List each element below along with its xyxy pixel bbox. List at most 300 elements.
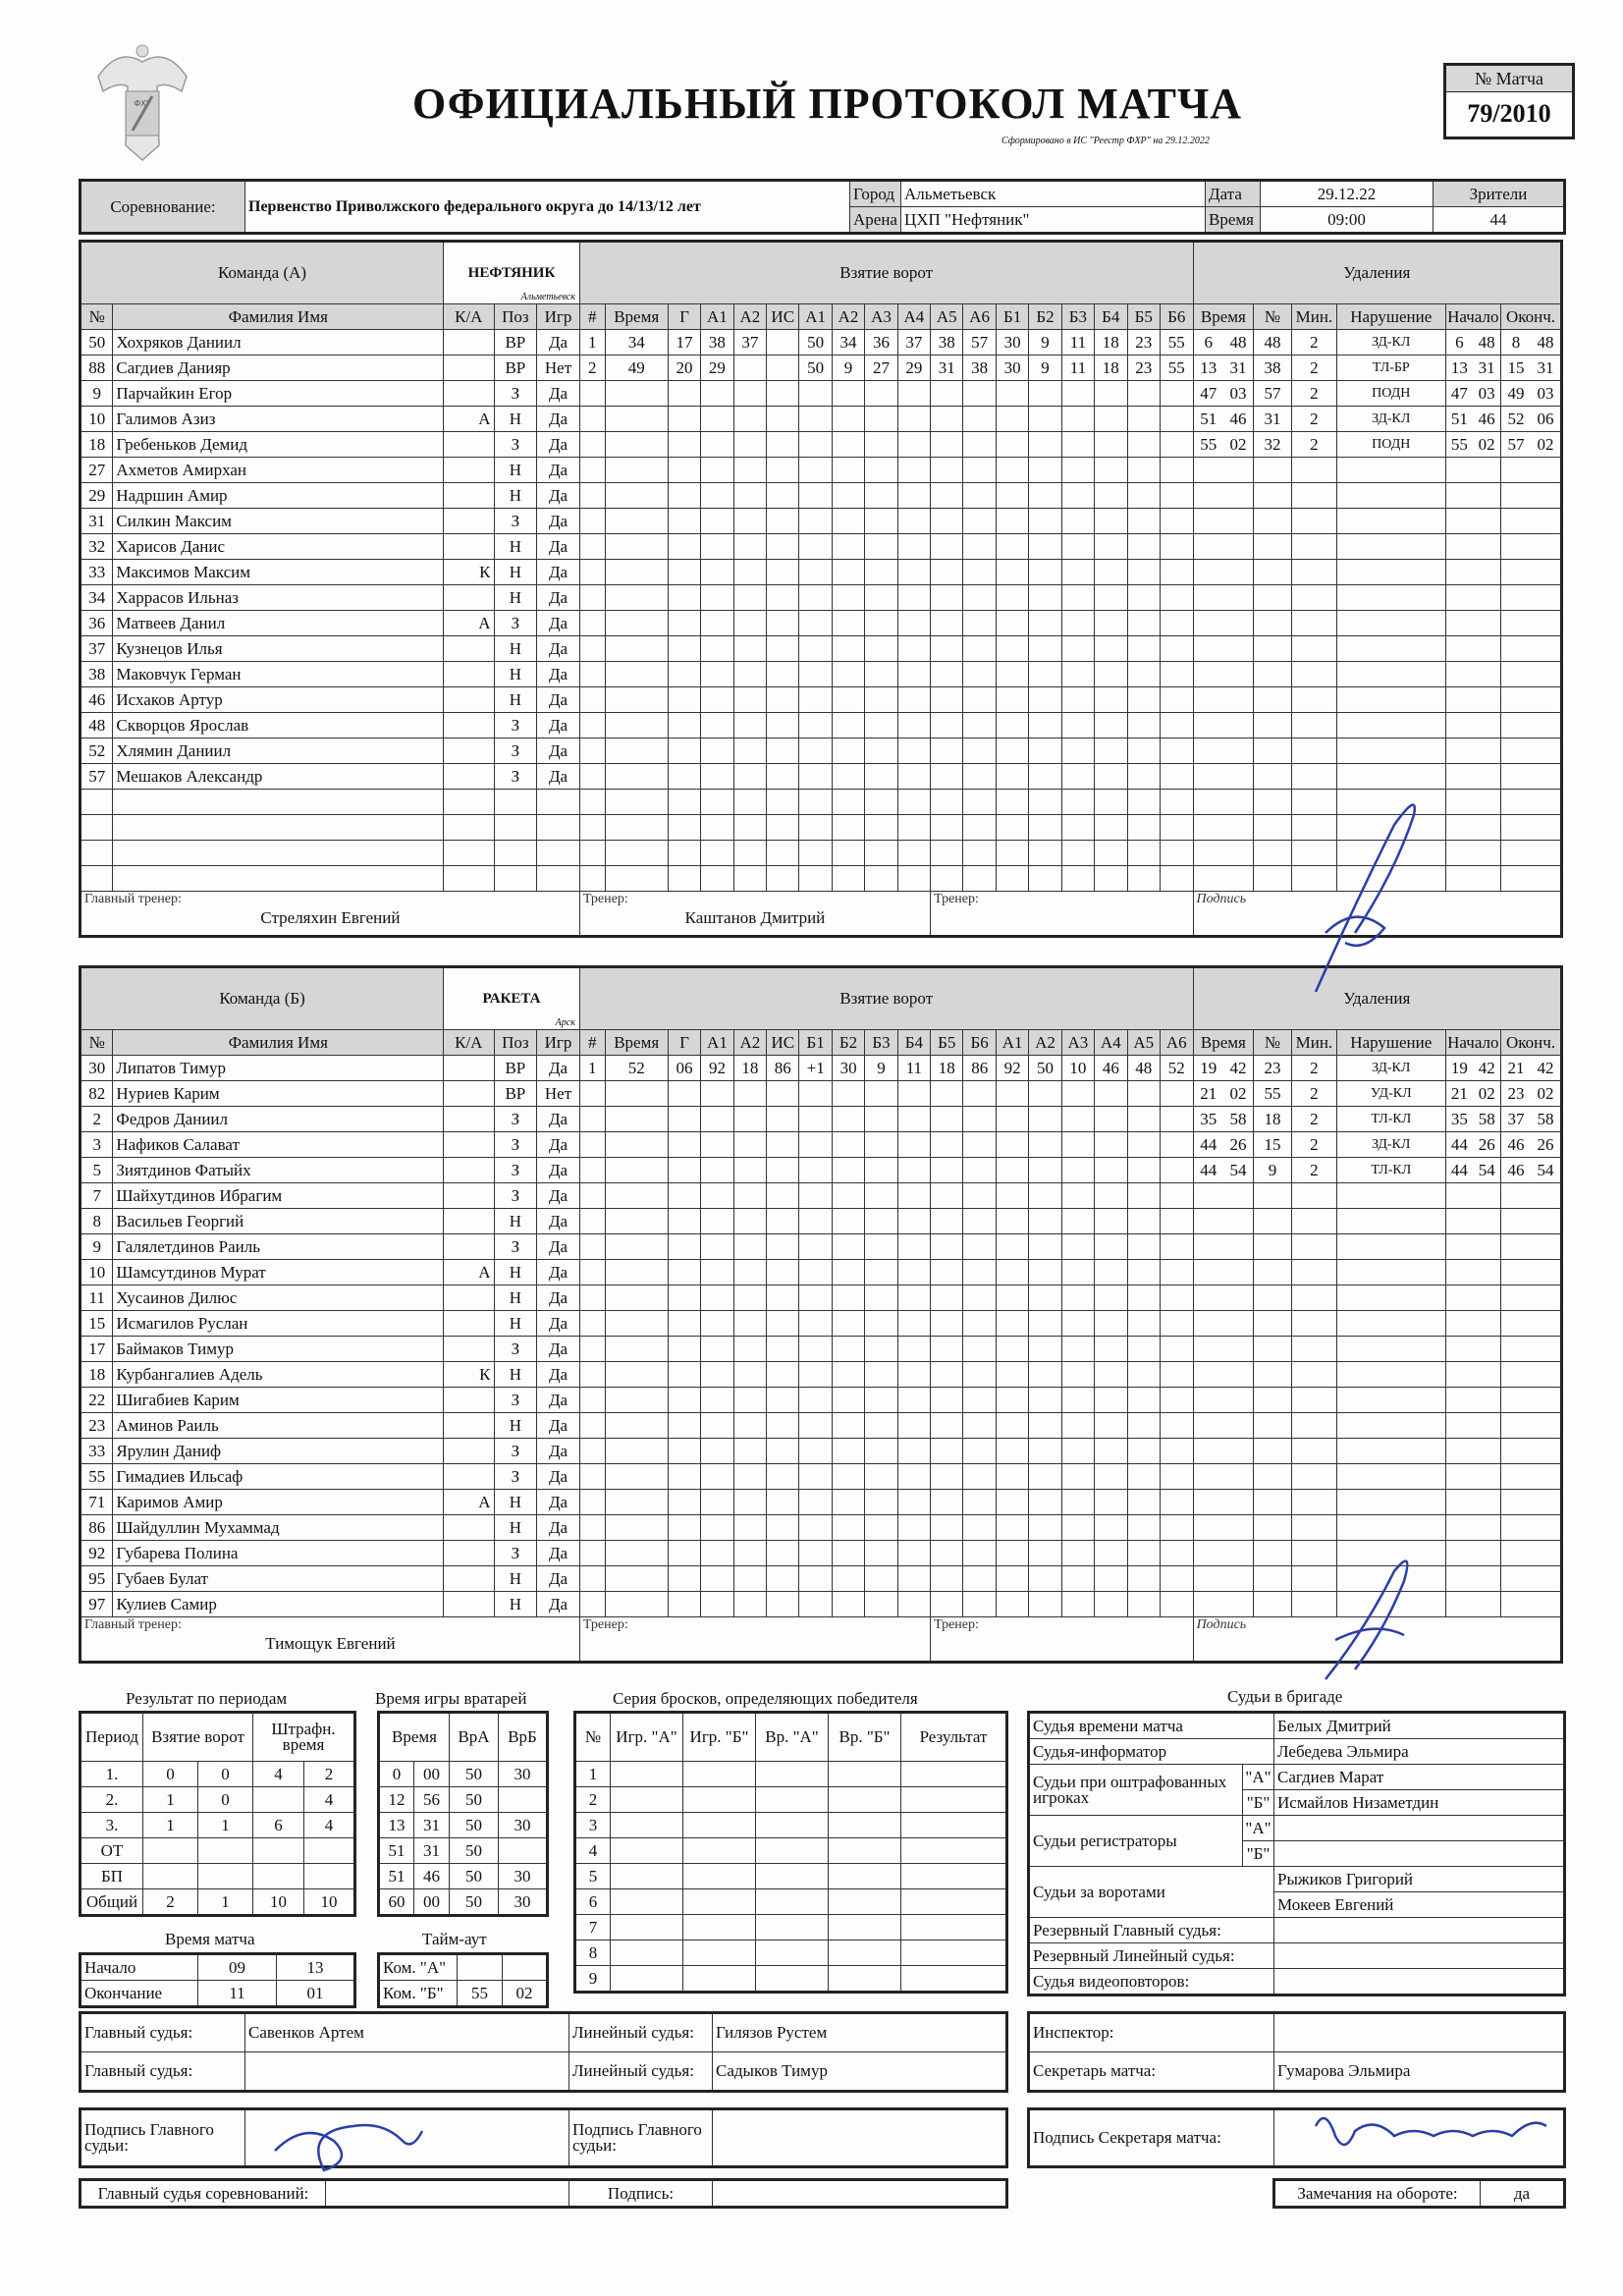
col-header: Г (668, 304, 700, 330)
penalty-cell (1445, 662, 1501, 687)
penalty-cell (1501, 1209, 1562, 1234)
col-header: Оконч. (1501, 1030, 1562, 1056)
goal-cell (897, 841, 930, 866)
penalty-value: 51 (1200, 409, 1217, 428)
player-name: Исмагилов Руслан (113, 1311, 444, 1337)
goal-cell (733, 1260, 766, 1285)
penalty-cell (1337, 1311, 1446, 1337)
penalty-cell (1445, 790, 1501, 815)
goal-cell (605, 1107, 668, 1132)
goalie-cell: 50 (450, 1813, 499, 1838)
arena-label: Арена (850, 207, 901, 234)
goal-cell (931, 1260, 963, 1285)
shootout-cell (611, 1889, 683, 1915)
goal-cell (1160, 1388, 1193, 1413)
penalty-value: ТЛ-КЛ (1371, 1162, 1412, 1177)
goal-cell (767, 1260, 799, 1285)
goal-cell (897, 1183, 930, 1209)
penalty-cell (1445, 560, 1501, 585)
player-name: Курбангалиев Адель (113, 1362, 444, 1388)
penalty-cell (1337, 1209, 1446, 1234)
goal-cell (832, 381, 864, 407)
goal-cell (668, 1490, 700, 1515)
goal-cell (1095, 1260, 1127, 1285)
goal-cell (963, 1260, 996, 1285)
main-ref-label: Главный судья: (81, 2013, 245, 2052)
coach2-label: Тренер: (934, 1617, 979, 1632)
match-info-table (79, 179, 1566, 235)
generated-note: Сформировано в ИС "Реестр ФХР" на 29.12.2022 (1001, 136, 1210, 146)
line-ref2-value: Садыков Тимур (713, 2052, 1007, 2092)
goal-cell (1029, 407, 1061, 432)
goalie-cell: 12 (379, 1787, 414, 1813)
player-captain (444, 1107, 494, 1132)
player-position: З (494, 432, 537, 458)
goal-cell (1095, 713, 1127, 738)
goal-cell (1061, 432, 1094, 458)
penalty-cell (1501, 458, 1562, 483)
player-row (81, 1234, 1562, 1260)
goal-cell (963, 1285, 996, 1311)
goal-cell (733, 1413, 766, 1439)
goal-cell (897, 458, 930, 483)
goal-cell (931, 1388, 963, 1413)
player-name: Каримов Амир (113, 1490, 444, 1515)
penalty-cell (1337, 1388, 1446, 1413)
penalty-cell (1337, 1260, 1446, 1285)
goal-cell: 37 (897, 330, 930, 355)
goal-cell (1160, 764, 1193, 790)
player-number: 9 (81, 381, 113, 407)
col-header: № (1254, 304, 1292, 330)
player-captain (444, 1388, 494, 1413)
goal-cell (832, 1541, 864, 1566)
player-name: Парчайкин Егор (113, 381, 444, 407)
goal-cell (897, 407, 930, 432)
goal-cell (1061, 483, 1094, 509)
player-captain (444, 1285, 494, 1311)
goal-cell (1061, 636, 1094, 662)
goalie-cell: 50 (450, 1864, 499, 1889)
shootout-cell (683, 1915, 756, 1941)
player-name: Скворцов Ярослав (113, 713, 444, 738)
goal-cell (579, 458, 605, 483)
player-name (113, 866, 444, 892)
goal-cell (579, 687, 605, 713)
penalty-cell (1254, 1056, 1292, 1081)
goal-cell (897, 738, 930, 764)
periods-title: Результат по периодам (126, 1689, 288, 1708)
penalty-cell (1337, 1107, 1446, 1132)
penalty-value: 57 (1507, 434, 1525, 454)
penalty-cell (1291, 1388, 1336, 1413)
col-header: ИС (767, 1030, 799, 1056)
goal-cell (767, 1566, 799, 1592)
player-played: Да (537, 687, 580, 713)
penalty-cell (1501, 585, 1562, 611)
penalty-cell (1254, 1337, 1292, 1362)
goal-cell (897, 1592, 930, 1617)
goal-cell (767, 841, 799, 866)
official-row (1029, 1816, 1565, 1841)
goal-cell (832, 866, 864, 892)
goal-cell (1095, 1132, 1127, 1158)
goal-cell (1095, 1464, 1127, 1490)
goal-cell (832, 1566, 864, 1592)
goal-cell (865, 1490, 897, 1515)
player-captain: К (444, 1362, 494, 1388)
goal-cell (931, 407, 963, 432)
player-name: Кузнецов Илья (113, 636, 444, 662)
goal-cell (799, 1311, 832, 1337)
goal-cell (897, 1464, 930, 1490)
penalty-value: 46 (1507, 1134, 1525, 1154)
team-label: Команда (Б) (81, 967, 444, 1030)
goal-cell (579, 841, 605, 866)
goal-cell (701, 509, 733, 534)
goal-cell (799, 636, 832, 662)
goal-cell (1095, 483, 1127, 509)
goal-cell (1160, 1311, 1193, 1337)
player-number: 27 (81, 458, 113, 483)
player-row (81, 355, 1562, 381)
penalty-cell (1501, 713, 1562, 738)
goal-cell (1127, 560, 1160, 585)
penalty-value: 2 (1310, 409, 1319, 428)
goal-cell (579, 1362, 605, 1388)
goal-cell (897, 534, 930, 560)
coach-label: Тренер: (582, 1617, 628, 1632)
penalty-value: 23 (1264, 1058, 1281, 1077)
player-position: Н (494, 1260, 537, 1285)
goal-cell (1160, 1132, 1193, 1158)
shootout-cell (683, 1889, 756, 1915)
player-captain (444, 713, 494, 738)
goal-cell (668, 458, 700, 483)
official-label: Судьи за воротами (1029, 1867, 1274, 1918)
col-header: А6 (1160, 1030, 1193, 1056)
player-played: Да (537, 1464, 580, 1490)
goal-cell (605, 1592, 668, 1617)
goal-cell: 11 (897, 1056, 930, 1081)
player-captain (444, 1234, 494, 1260)
goal-cell (668, 534, 700, 560)
goal-cell (579, 585, 605, 611)
player-row (81, 1388, 1562, 1413)
goalie-cell: 46 (414, 1864, 450, 1889)
goal-cell (767, 764, 799, 790)
goal-cell (1095, 1439, 1127, 1464)
goal-cell (1061, 1413, 1094, 1439)
penalty-cell (1501, 611, 1562, 636)
penalty-cell (1445, 1285, 1501, 1311)
official-team: "А" (1243, 1765, 1274, 1790)
player-number: 71 (81, 1490, 113, 1515)
goal-cell (1127, 1209, 1160, 1234)
player-played: Да (537, 534, 580, 560)
goal-cell (832, 1209, 864, 1234)
penalty-cell (1501, 1413, 1562, 1439)
goal-cell (1061, 458, 1094, 483)
player-captain (444, 1464, 494, 1490)
col-header: А4 (1095, 1030, 1127, 1056)
goal-cell (865, 534, 897, 560)
official-row (1029, 1943, 1565, 1969)
penalty-value: 15 (1507, 357, 1525, 377)
goal-cell (605, 611, 668, 636)
shootout-cell (611, 1787, 683, 1813)
goal-cell (1029, 1158, 1061, 1183)
goal-cell: 50 (799, 330, 832, 355)
goalie-cell: 50 (450, 1762, 499, 1787)
period-row (81, 1813, 355, 1838)
spectators-value: 44 (1434, 207, 1565, 234)
goal-cell (701, 534, 733, 560)
goal-cell (1160, 1439, 1193, 1464)
player-number (81, 866, 113, 892)
goal-cell (1160, 841, 1193, 866)
goal-cell (1160, 1183, 1193, 1209)
goal-cell (701, 611, 733, 636)
goal-cell: 9 (1029, 355, 1061, 381)
player-name: Исхаков Артур (113, 687, 444, 713)
shootout-row (575, 1966, 1007, 1993)
goal-cell (605, 815, 668, 841)
goal-cell (897, 1158, 930, 1183)
penalty-value: 44 (1450, 1134, 1468, 1154)
goal-cell (832, 815, 864, 841)
player-name: Харрасов Ильназ (113, 585, 444, 611)
goal-cell (963, 432, 996, 458)
shootout-cell (901, 1915, 1007, 1941)
goal-cell (832, 1081, 864, 1107)
player-position (494, 790, 537, 815)
player-position: З (494, 1132, 537, 1158)
goal-cell (701, 1285, 733, 1311)
col-header: Время (605, 1030, 668, 1056)
goal-cell (1160, 458, 1193, 483)
arena-value: ЦХП "Нефтяник" (901, 207, 1206, 234)
goal-cell (865, 483, 897, 509)
period-cell (304, 1864, 355, 1889)
goal-cell: 92 (996, 1056, 1028, 1081)
goal-cell (1061, 1541, 1094, 1566)
goal-cell (1029, 1388, 1061, 1413)
goal-cell (865, 1439, 897, 1464)
goal-cell (931, 1107, 963, 1132)
comp-ref-label: Главный судья соревнований: (81, 2180, 326, 2208)
goal-cell (799, 509, 832, 534)
goal-cell (605, 1337, 668, 1362)
goal-cell (931, 509, 963, 534)
shootout-num: 3 (575, 1813, 611, 1838)
player-row (81, 407, 1562, 432)
goal-cell (579, 738, 605, 764)
goal-cell (1160, 790, 1193, 815)
penalty-cell (1501, 1285, 1562, 1311)
penalty-value: 8 (1511, 332, 1521, 352)
col-header: А4 (897, 304, 930, 330)
timeout-b-sec: 02 (503, 1981, 548, 2007)
goal-cell (865, 407, 897, 432)
goal-cell (767, 432, 799, 458)
penalty-cell (1445, 1056, 1501, 1081)
penalty-cell (1254, 1081, 1292, 1107)
goal-cell (996, 1337, 1028, 1362)
player-name: Хохряков Даниил (113, 330, 444, 355)
match-time-title: Время матча (165, 1930, 255, 1948)
goal-cell (996, 1413, 1028, 1439)
goal-cell (996, 636, 1028, 662)
head-coach-label: Главный тренер: (84, 1617, 182, 1632)
period-cell: 0 (143, 1762, 198, 1787)
shootout-col-header: Игр. "Б" (683, 1713, 756, 1762)
goal-cell (1029, 1362, 1061, 1388)
penalty-cell (1445, 1566, 1501, 1592)
head-coach-label: Главный тренер: (84, 892, 182, 906)
goal-cell (767, 790, 799, 815)
goal-cell (1029, 1439, 1061, 1464)
penalty-cell (1445, 1464, 1501, 1490)
penalty-value: 46 (1478, 409, 1495, 428)
penalty-cell (1445, 483, 1501, 509)
goal-cell (897, 1388, 930, 1413)
player-row (81, 611, 1562, 636)
goalie-cell (499, 1787, 548, 1813)
goal-cell: 92 (701, 1056, 733, 1081)
official-label: Судьи при оштрафованных игроках (1029, 1765, 1243, 1816)
goal-cell (1095, 738, 1127, 764)
officials-table (1027, 1711, 1566, 1996)
player-row (81, 1311, 1562, 1337)
goal-cell (1095, 432, 1127, 458)
timeout-title: Тайм-аут (422, 1930, 487, 1948)
goal-cell (1029, 432, 1061, 458)
goal-cell (1095, 1209, 1127, 1234)
goal-cell (1127, 509, 1160, 534)
player-position: Н (494, 407, 537, 432)
goal-cell (996, 458, 1028, 483)
penalty-cell (1501, 636, 1562, 662)
player-position: Н (494, 458, 537, 483)
goal-cell (668, 560, 700, 585)
goal-cell (605, 1515, 668, 1541)
goal-cell (701, 636, 733, 662)
penalty-cell (1291, 1056, 1336, 1081)
penalty-cell (1254, 1388, 1292, 1413)
penalty-cell (1291, 560, 1336, 585)
player-name: Надршин Амир (113, 483, 444, 509)
player-row (81, 1337, 1562, 1362)
player-position: Н (494, 1209, 537, 1234)
col-header: Б5 (931, 1030, 963, 1056)
goal-cell (799, 1285, 832, 1311)
goal-cell (701, 866, 733, 892)
penalty-cell (1254, 330, 1292, 355)
goal-cell (579, 407, 605, 432)
goal-cell (996, 1260, 1028, 1285)
goal-cell (579, 1515, 605, 1541)
inspector-value (1274, 2013, 1565, 2052)
goal-cell (931, 1285, 963, 1311)
team-header-row (81, 242, 1562, 304)
player-row (81, 1056, 1562, 1081)
goal-cell (605, 1209, 668, 1234)
shootout-title: Серия бросков, определяющих победителя (613, 1689, 918, 1708)
shootout-cell (901, 1864, 1007, 1889)
goal-cell (1160, 1107, 1193, 1132)
penalty-cell (1193, 1209, 1254, 1234)
shootout-row (575, 1941, 1007, 1966)
goal-cell (1029, 1107, 1061, 1132)
goal-cell (579, 713, 605, 738)
penalty-cell (1193, 1464, 1254, 1490)
goal-cell (605, 1439, 668, 1464)
goal-cell (865, 585, 897, 611)
goal-cell (1160, 662, 1193, 687)
coach2-cell (931, 1617, 1193, 1663)
col-header: Б2 (1029, 304, 1061, 330)
goal-cell (963, 458, 996, 483)
goal-cell: 18 (1095, 355, 1127, 381)
penalty-cell (1193, 509, 1254, 534)
official-row (1029, 1867, 1565, 1892)
goal-cell (605, 687, 668, 713)
shootout-row (575, 1915, 1007, 1941)
penalty-cell (1254, 611, 1292, 636)
period-row (81, 1762, 355, 1787)
penalty-cell (1291, 483, 1336, 509)
goal-cell (897, 1132, 930, 1158)
goal-cell (865, 1183, 897, 1209)
goal-cell (799, 432, 832, 458)
goal-cell (668, 1515, 700, 1541)
shootout-num: 5 (575, 1864, 611, 1889)
head-coach-cell (81, 1617, 580, 1663)
penalty-value: 31 (1537, 357, 1554, 377)
goal-cell: 36 (865, 330, 897, 355)
goal-cell (1127, 432, 1160, 458)
penalty-cell (1501, 1388, 1562, 1413)
goal-cell (996, 560, 1028, 585)
penalty-cell (1337, 1285, 1446, 1311)
player-number: 38 (81, 662, 113, 687)
goal-cell (579, 1337, 605, 1362)
player-number: 29 (81, 483, 113, 509)
official-label: Резервный Линейный судья: (1029, 1943, 1274, 1969)
penalty-cell (1501, 1081, 1562, 1107)
goal-cell (1095, 1234, 1127, 1260)
goal-cell (1061, 1464, 1094, 1490)
player-name: Мешаков Александр (113, 764, 444, 790)
player-position (494, 841, 537, 866)
player-played: Да (537, 381, 580, 407)
penalty-cell (1254, 1234, 1292, 1260)
goal-cell (1061, 815, 1094, 841)
goal-cell (996, 1490, 1028, 1515)
goal-cell (1061, 764, 1094, 790)
goal-cell (605, 841, 668, 866)
goal-cell (865, 1541, 897, 1566)
period-row (81, 1838, 355, 1864)
goal-cell (1127, 790, 1160, 815)
col-header: Фамилия Имя (113, 304, 444, 330)
player-captain (444, 1311, 494, 1337)
penalty-value: 32 (1264, 434, 1281, 454)
penalty-cell (1193, 636, 1254, 662)
goal-cell (605, 1260, 668, 1285)
penalty-value: 46 (1229, 409, 1247, 428)
